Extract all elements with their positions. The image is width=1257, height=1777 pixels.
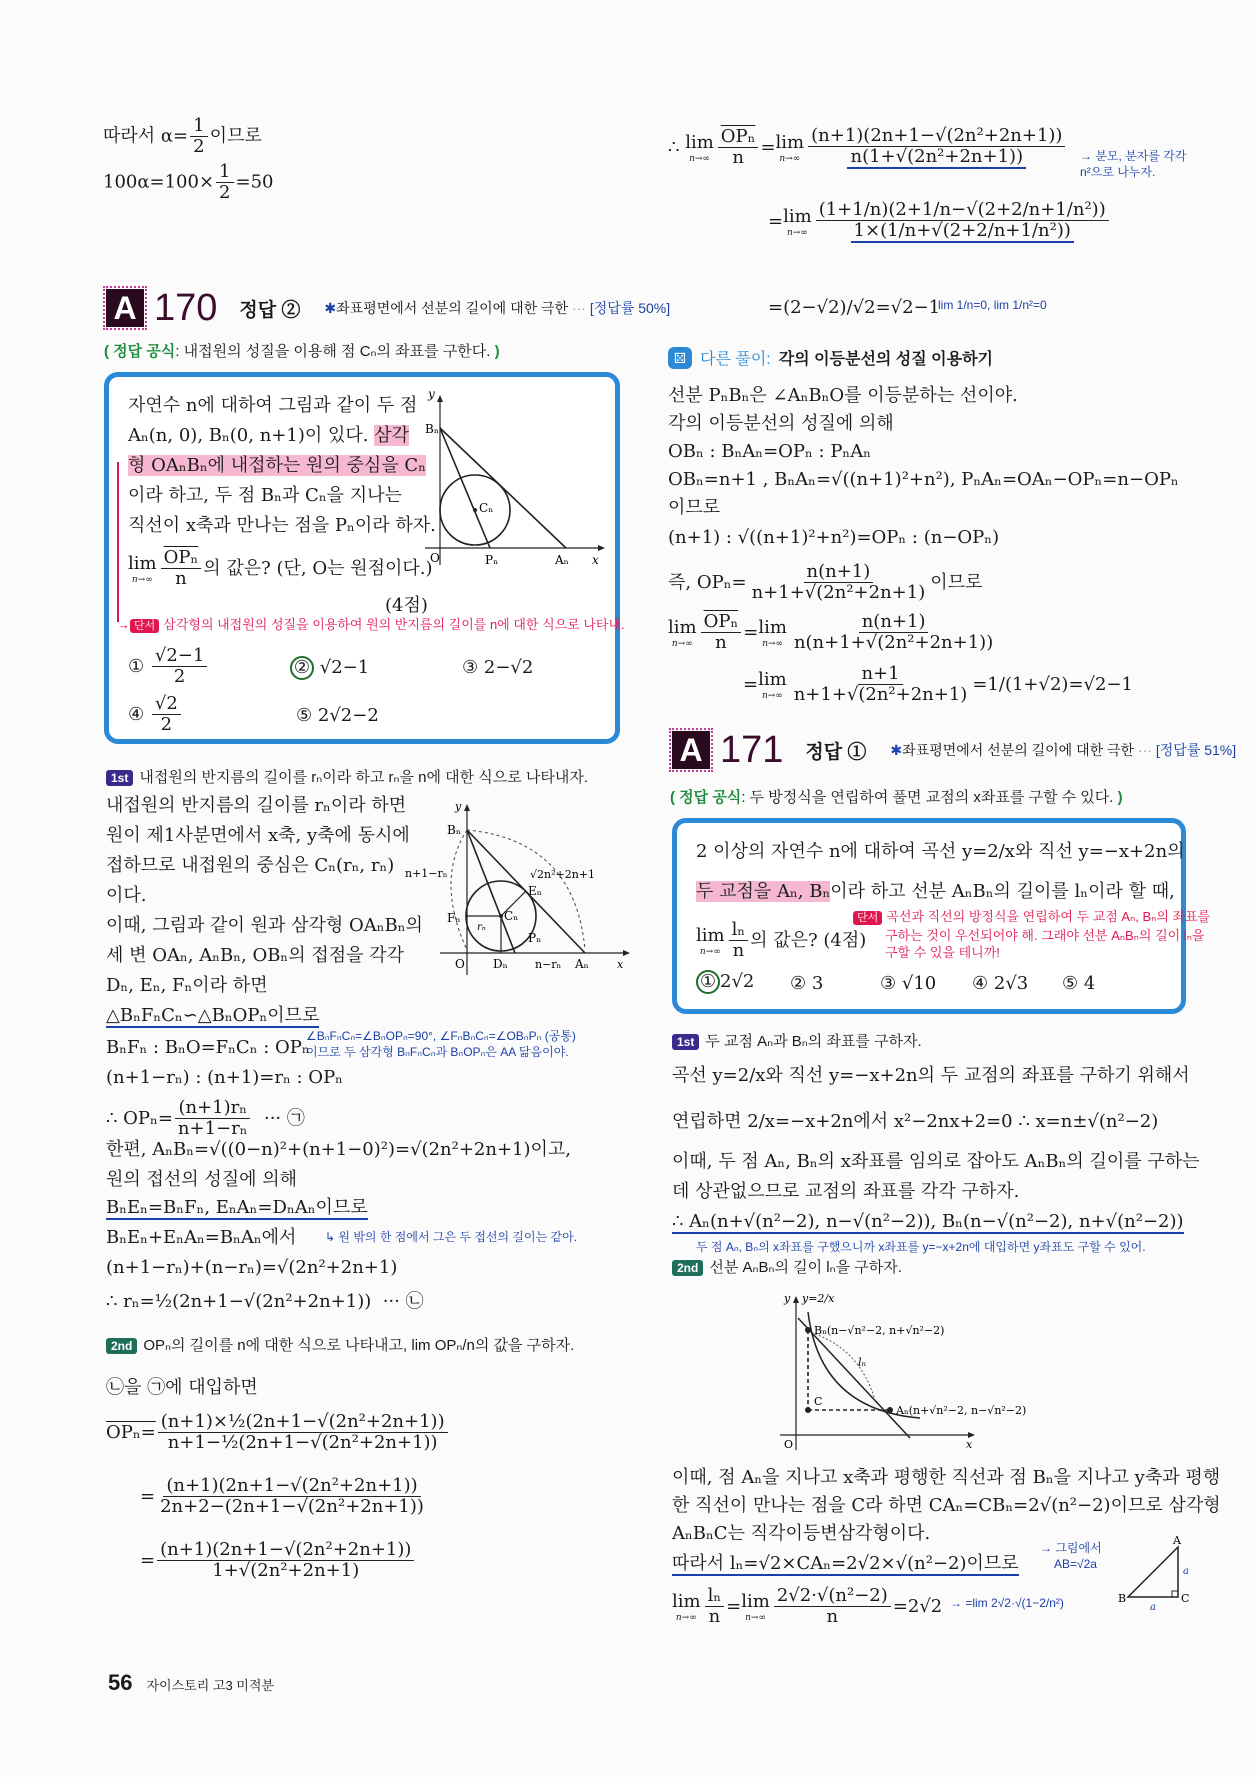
solution-line: (n+1−rₙ)+(n−rₙ)=√(2n²+2n+1): [106, 1257, 398, 1278]
note-text: AB=√2a: [1054, 1557, 1097, 1571]
solution-line: [672, 1210, 1184, 1234]
denominator: 1×(1/n+√(2+2/n+1/n²)): [851, 221, 1074, 243]
level-badge: A: [672, 731, 710, 769]
choice-4[interactable]: [972, 972, 1028, 996]
svg-text:Aₙ: Aₙ: [555, 553, 569, 567]
lim-eq-3: =(2−√2)/√2=√2−1: [768, 297, 941, 318]
step-title: 내접원의 반지름의 길이를 rₙ이라 하고 rₙ을 n에 대한 식으로 나타내자.: [139, 769, 589, 786]
solution-line: 원의 접선의 성질에 의해: [106, 1169, 298, 1190]
correct-rate: [정답률 50%]: [589, 300, 671, 316]
solution-line: BₙEₙ+EₙAₙ=BₙAₙ에서: [106, 1227, 297, 1248]
svg-text:n+1−rₙ: n+1−rₙ: [405, 867, 448, 880]
text: ∴ OPₙ=: [106, 1107, 173, 1129]
text: 100α=100×: [103, 171, 215, 193]
solution-line: 접하므로 내접원의 중심은 Cₙ(rₙ, rₙ): [106, 855, 395, 876]
hyperbola-line-figure: [780, 1290, 1100, 1450]
hint: [853, 908, 1210, 961]
denominator: n: [708, 1606, 721, 1627]
svg-text:a: a: [1183, 1566, 1189, 1577]
svg-text:x: x: [966, 1438, 973, 1450]
solution-line: 한 직선이 만나는 점을 C라 하면 CAₙ=CBₙ=2√(n²−2)이므로 삼각형: [672, 1495, 1221, 1516]
numerator: (n+1)rₙ: [175, 1098, 250, 1119]
svg-text:Aₙ: Aₙ: [575, 957, 589, 971]
svg-text:y: y: [455, 800, 462, 813]
topic: [890, 740, 1236, 760]
note-text: =lim 2√2·√(1−2/n²): [965, 1596, 1064, 1610]
solution-line: 이때, 점 Aₙ을 지나고 x축과 평행한 직선과 점 Bₙ을 지나고 y축과 평행: [672, 1467, 1221, 1488]
lim-note: lim 1/n=0, lim 1/n²=0: [938, 298, 1047, 312]
hint: [117, 614, 625, 633]
formula-text: : 두 방정식을 연립하여 풀면 교점의 x좌표를 구할 수 있다.: [741, 789, 1114, 806]
text: =1/(1+√2)=√2−1: [972, 673, 1133, 695]
svg-text:Bₙ: Bₙ: [447, 823, 462, 837]
svg-text:Cₙ: Cₙ: [479, 501, 494, 515]
fraction: [158, 1412, 448, 1453]
solution-line: Dₙ, Eₙ, Fₙ이라 하면: [106, 975, 268, 996]
answer-label: 정답 ②: [239, 299, 301, 321]
svg-text:Bₙ: Bₙ: [425, 422, 440, 436]
note: 두 점 Aₙ, Bₙ의 x좌표를 구했으니까 x좌표를 y=−x+2n에 대입하면 y좌표도 구할 수 있어.: [696, 1240, 1146, 1254]
solution-line: 세 변 OAₙ, AₙBₙ, OBₙ의 접점을 각각: [106, 945, 404, 966]
choice-1[interactable]: [696, 970, 754, 994]
fraction: [791, 664, 971, 705]
step-tag: 2nd: [672, 1260, 703, 1276]
formula-text: : 내접원의 성질을 이용해 점 Cₙ의 좌표를 구한다.: [175, 343, 491, 360]
note-text: 그림에서: [1055, 1541, 1102, 1555]
svg-text:Cₙ: Cₙ: [504, 909, 519, 923]
choice-text: 4: [1083, 973, 1096, 994]
denominator: n(1+√(2n²+2n+1)): [847, 147, 1026, 169]
solution-line: 원이 제1사분면에서 x축, y축에 동시에: [106, 825, 410, 846]
svg-text:Fₙ: Fₙ: [447, 911, 461, 925]
choice-4[interactable]: [128, 694, 183, 735]
paren-open: (: [104, 343, 109, 360]
final-lim-note: → =lim 2√2·√(1−2/n²): [950, 1596, 1064, 1610]
text: Aₙ(n, 0), Bₙ(0, n+1)이 있다.: [128, 425, 369, 446]
hint-text: 구하는 것이 우선되어야 해. 그래야 선분 AₙBₙ의 길이 lₙ을: [885, 928, 1205, 943]
choice-5[interactable]: [296, 704, 379, 728]
question-line: [696, 880, 1175, 904]
text: ∴ rₙ=½(2n+1−√(2n²+2n+1)): [106, 1291, 372, 1312]
solution-line: 한편, AₙBₙ=√((0−n)²+(n+1−0)²)=√(2n²+2n+1)이고,: [106, 1139, 572, 1160]
solution-line: OBₙ=n+1 , BₙAₙ=√((n+1)²+n²), PₙAₙ=OAₙ−OPₙ=n−OPₙ: [668, 469, 1179, 490]
problem-171-header: [672, 730, 1236, 770]
choice-mark: ③: [880, 973, 897, 994]
problem-number: 170: [154, 287, 218, 329]
prev-solution-line1: [103, 116, 262, 157]
svg-text:Eₙ: Eₙ: [528, 884, 542, 898]
choice-2[interactable]: [290, 656, 369, 680]
svg-text:√2n²+2n+1: √2n²+2n+1: [530, 868, 596, 881]
ln-eq: [672, 1552, 1019, 1576]
correct-rate: [정답률 51%]: [1155, 742, 1237, 758]
problem-170-header: [106, 288, 670, 328]
ln-note: → 그림에서 AB=√2a: [1040, 1541, 1102, 1571]
text: ∴ Aₙ(n+√(n²−2), n−√(n²−2)), Bₙ(n−√(n²−2), n+√(n²−2)): [672, 1211, 1184, 1232]
choice-text: 2−√2: [483, 657, 534, 678]
alt-solution-heading: [668, 346, 993, 369]
fraction: [749, 562, 929, 603]
text: 의 값은? (4점): [750, 929, 867, 951]
fraction: [190, 116, 207, 157]
fraction: $\frac{√2}{2}$: [152, 694, 181, 735]
dice-icon: ⚄: [668, 347, 692, 369]
fraction: [161, 548, 202, 589]
step-title: OPₙ의 길이를 n에 대한 식으로 나타내고, lim OPₙ/n의 값을 구하자.: [143, 1337, 575, 1354]
limit: lim n→∞: [128, 553, 157, 585]
right-isosceles-triangle-figure: [1118, 1532, 1198, 1612]
question-line: [128, 548, 433, 589]
highlight: 형 OAₙBₙ에 내접하는 원의 중심을 Cₙ: [128, 455, 426, 476]
svg-text:Dₙ: Dₙ: [493, 957, 508, 971]
final-lim-eq: lim n→∞ $\frac{\text{lₙ}}{n}$ = lim n→∞ $\frac{\text{2√2·√(n²−2)}}{n}$ =2√2: [672, 1585, 943, 1627]
fraction: $\frac{\overline{OP_n}}{n}$: [701, 612, 742, 653]
limit: lim n→∞: [783, 206, 812, 238]
topic-text: 좌표평면에서 선분의 길이에 대한 극한: [336, 300, 569, 316]
step-title: 두 교점 Aₙ과 Bₙ의 좌표를 구하자.: [705, 1033, 922, 1050]
highlight: 삼각: [374, 425, 409, 446]
choice-text: √2−1: [319, 657, 370, 678]
paren-close: ): [1117, 789, 1123, 806]
choice-3[interactable]: [462, 656, 533, 680]
choice-text: 3: [811, 973, 824, 994]
choice-mark: ④: [128, 703, 145, 725]
denominator: n+1+√(2n²+2n+1): [793, 684, 968, 705]
numerator: $\overline{OP_n}$: [161, 548, 202, 569]
choice-mark: ⑤: [1062, 973, 1079, 994]
limit: lim n→∞: [668, 617, 697, 649]
fraction: $\frac{\overline{OP_n}}{n}$: [718, 127, 759, 168]
note-text: 원 밖의 한 점에서 그은 두 접선의 길이는 같아.: [338, 1230, 578, 1244]
choice-text: 2√3: [993, 973, 1029, 994]
topic: [324, 298, 670, 318]
text: 따라서 α=: [103, 125, 189, 147]
svg-text:O: O: [430, 551, 440, 565]
formula-label: 정답 공식: [113, 343, 176, 360]
svg-text:O: O: [784, 1438, 794, 1450]
step-title: 선분 AₙBₙ의 길이 lₙ을 구하자.: [709, 1259, 902, 1276]
solution-line: 연립하면 2/x=−x+2n에서 x²−2nx+2=0 ∴ x=n±√(n²−2): [672, 1111, 1159, 1132]
fraction: $\frac{√2-1}{2}$: [152, 646, 207, 687]
tangent-eq: [106, 1196, 368, 1220]
fraction: [157, 1476, 427, 1517]
numerator: lₙ: [705, 1586, 725, 1607]
note-text: 분모, 분자를 각각 n²으로 나누자.: [1080, 149, 1187, 179]
lim-eq-2: = lim n→∞ $\frac{\text{(1+1/n)(2+1/n−√(2+2/n+1/n²))}}{\text{1×(1/n+√(2+2/n+1/n²))}}$: [768, 200, 1111, 243]
numerator: n+1: [858, 664, 902, 685]
hint-tag: 단서: [130, 619, 159, 633]
numerator: n(n+1): [859, 612, 929, 633]
text: 이므로: [209, 125, 262, 147]
denominator: n+1−rₙ: [177, 1118, 248, 1139]
tangent-note: ↳ 원 밖의 한 점에서 그은 두 접선의 길이는 같아.: [325, 1230, 578, 1244]
eq-tag: ··· ㉡: [382, 1291, 424, 1312]
solution-line: BₙFₙ : BₙO=FₙCₙ : OPₙ: [106, 1037, 310, 1058]
note: ∠BₙFₙCₙ=∠BₙOPₙ=90°, ∠FₙBₙCₙ=∠OBₙPₙ (공통): [306, 1029, 576, 1043]
hint-text: 삼각형의 내접원의 성질을 이용하여 원의 반지름의 길이를 n에 대한 식으로 나타내.: [163, 617, 625, 632]
lim-eq-1: ∴ lim n→∞ $\frac{\overline{OP_n}}{n}$ = lim n→∞ $\frac{\text{(n+1)(2n+1−√(2n²+2n+1))}}{\text{n(1+√(2n²+2n+1))}}$: [668, 126, 1067, 169]
solution-line: 내접원의 반지름의 길이를 rₙ이라 하면: [106, 795, 407, 816]
question-line: [696, 920, 866, 961]
svg-text:x: x: [592, 553, 599, 567]
selected-answer-circle: ①: [696, 970, 720, 994]
svg-text:Pₙ: Pₙ: [485, 553, 499, 567]
solution-line: (n+1−rₙ) : (n+1)=rₙ : OPₙ: [106, 1067, 343, 1088]
note: 이므로 두 삼각형 BₙFₙCₙ과 BₙOPₙ은 AA 닮음이야.: [306, 1045, 569, 1059]
svg-text:B: B: [1118, 1592, 1127, 1605]
question-line: 자연수 n에 대하여 그림과 같이 두 점: [128, 395, 418, 416]
text: =50: [235, 171, 274, 193]
lim-note-divide: → 분모, 분자를 각각 n²으로 나누자.: [1080, 149, 1187, 179]
denominator: 2: [219, 182, 231, 203]
fraction: [729, 920, 749, 961]
selected-answer-circle: ②: [290, 656, 314, 680]
fraction: [808, 126, 1065, 169]
limit: lim n→∞: [696, 925, 725, 957]
formula-label: 정답 공식: [679, 789, 742, 806]
solution-line: 데 상관없으므로 교점의 좌표를 각각 구하자.: [672, 1181, 1020, 1202]
paren-close: ): [494, 343, 500, 360]
solution-line: 이때, 그림과 같이 원과 삼각형 OAₙBₙ의: [106, 915, 423, 936]
solution-line: ㉡을 ㉠에 대입하면: [106, 1377, 258, 1398]
choice-mark: ①: [128, 655, 145, 677]
choice-mark: ②: [790, 973, 807, 994]
solution-line: 각의 이등분선의 성질에 의해: [668, 413, 894, 434]
fraction: [157, 1540, 414, 1581]
solution-line: AₙBₙC는 직각이등변삼각형이다.: [672, 1523, 931, 1544]
alt-lim-eq-2: = lim n→∞ $\frac{n+1}{\text{n+1+√(2n²+2n+1)}}$ =1/(1+√2)=√2−1: [743, 663, 1133, 705]
fraction: [774, 1586, 891, 1627]
numerator: 2√2·√(n²−2): [774, 1586, 891, 1607]
dots: ···: [1137, 742, 1152, 758]
svg-text:Pₙ: Pₙ: [528, 931, 542, 945]
numerator: (n+1)(2n+1−√(2n²+2n+1)): [163, 1476, 420, 1497]
numerator: (n+1)(2n+1−√(2n²+2n+1)): [808, 126, 1065, 147]
denominator: n+1+√(2n²+2n+1): [751, 582, 926, 603]
svg-text:C: C: [1181, 1592, 1190, 1605]
problem-number: 171: [720, 729, 784, 771]
dots: ···: [571, 300, 586, 316]
triangle-incircle-figure: [420, 390, 610, 580]
alt-lim-eq: lim n→∞ $\frac{\overline{OP_n}}{n}$ = lim n→∞ $\frac{n(n+1)}{\text{n(n+1+√(2n²+2n+1))}}$: [668, 612, 998, 653]
numerator: lₙ: [729, 920, 749, 941]
svg-text:x: x: [617, 958, 624, 971]
svg-text:C: C: [814, 1395, 823, 1408]
solution-line: 이다.: [106, 885, 147, 906]
svg-text:Aₙ(n+√n²−2, n−√n²−2): Aₙ(n+√n²−2, n−√n²−2): [896, 1404, 1027, 1417]
similar-line: [106, 1004, 319, 1028]
limit: lim n→∞: [741, 1591, 770, 1623]
eq-tag: ··· ㉠: [263, 1107, 305, 1129]
hint-text: 구할 수 있을 테니까!: [885, 945, 1000, 960]
question-line: [128, 454, 426, 478]
choice-3[interactable]: [880, 972, 936, 996]
text: 이므로: [930, 571, 983, 593]
choice-2[interactable]: [790, 972, 823, 996]
step-tag: 2nd: [106, 1338, 137, 1354]
alt-label: 다른 풀이:: [700, 351, 771, 368]
denominator: n: [826, 1606, 839, 1627]
svg-text:Bₙ(n−√n²−2, n+√n²−2): Bₙ(n−√n²−2, n+√n²−2): [814, 1324, 945, 1337]
points: (4점): [385, 595, 428, 616]
denominator: n(n+1+√(2n²+2n+1)): [793, 632, 994, 653]
fraction: [705, 1586, 725, 1627]
step-tag: 1st: [672, 1034, 699, 1050]
choice-1[interactable]: [128, 646, 209, 687]
denominator: 2: [193, 136, 205, 157]
solution-line: 곡선 y=2/x와 직선 y=−x+2n의 두 교점의 좌표를 구하기 위해서: [672, 1065, 1190, 1086]
question-line: [128, 424, 409, 448]
step2-heading: [672, 1256, 902, 1277]
text: 즉, OPₙ=: [668, 571, 747, 593]
prev-solution-line2: [103, 162, 274, 203]
solution-line: 선분 PₙBₙ은 ∠AₙBₙO를 이등분하는 선이야.: [668, 385, 1018, 406]
text: 이라 하고 선분 AₙBₙ의 길이를 lₙ이라 할 때,: [830, 881, 1175, 902]
star-icon: ✱: [324, 300, 337, 316]
topic-text: 좌표평면에서 선분의 길이에 대한 극한: [902, 742, 1135, 758]
limit: lim n→∞: [758, 669, 787, 701]
eq1: [106, 1098, 305, 1139]
limit: lim n→∞: [758, 617, 787, 649]
highlight: 두 교점을 Aₙ, Bₙ: [696, 881, 831, 902]
fraction: [791, 612, 996, 653]
denominator: n: [732, 940, 745, 961]
text: BₙEₙ=BₙFₙ, EₙAₙ=DₙAₙ이므로: [106, 1197, 368, 1218]
page-number: 56: [108, 1670, 133, 1695]
numerator: 1: [190, 116, 207, 137]
limit: lim n→∞: [672, 1591, 701, 1623]
svg-text:rₙ: rₙ: [477, 922, 486, 933]
solution-line: (n+1) : √((n+1)²+n²)=OPₙ : (n−OPₙ): [668, 527, 1000, 548]
solution-line: 이므로: [668, 497, 721, 518]
step2-heading: [106, 1334, 574, 1355]
level-badge: A: [106, 289, 144, 327]
svg-text:a: a: [1150, 1602, 1156, 1612]
choice-text: 2√2−2: [317, 705, 379, 726]
svg-text:O: O: [455, 957, 465, 971]
numerator: (n+1)(2n+1−√(2n²+2n+1)): [157, 1540, 414, 1561]
book-title: 자이스토리 고3 미적분: [146, 1678, 274, 1693]
page-footer: [108, 1670, 274, 1696]
op-eq-2: = $\frac{\text{(n+1)(2n+1−√(2n²+2n+1))}}{\text{2n+2−(2n+1−√(2n²+2n+1))}}$: [140, 1476, 429, 1517]
step1-heading: [672, 1030, 922, 1051]
question-line: 이라 하고, 두 점 Bₙ과 Cₙ을 지나는: [128, 485, 402, 506]
text: 따라서 lₙ=√2×CAₙ=2√2×√(n²−2)이므로: [672, 1553, 1019, 1574]
question-line: 2 이상의 자연수 n에 대하여 곡선 y=2/x와 직선 y=−x+2n의: [696, 841, 1185, 862]
op-eq-1: [106, 1412, 450, 1453]
hint-tag: 단서: [853, 911, 882, 925]
fraction: [816, 200, 1109, 243]
hint-text: 곡선과 직선의 방정식을 연립하여 두 교점 Aₙ, Bₙ의 좌표를: [886, 909, 1211, 924]
numerator: (n+1)×½(2n+1−√(2n²+2n+1)): [158, 1412, 448, 1433]
incircle-tangent-figure: [405, 800, 635, 980]
hint-connector: [117, 462, 119, 622]
fraction: [216, 162, 233, 203]
arrow-right-icon: →: [117, 617, 130, 632]
formula-hint: [670, 786, 1123, 807]
question-line: 직선이 x축과 만나는 점을 Pₙ이라 하자.: [128, 515, 436, 536]
result: =2√2: [892, 1595, 943, 1617]
choice-text: 2√2: [720, 971, 755, 992]
choice-5[interactable]: [1062, 972, 1095, 996]
step1-heading: [106, 766, 588, 787]
numerator: 1: [216, 162, 233, 183]
limit: lim n→∞: [685, 132, 714, 164]
answer-label: 정답 ①: [805, 741, 867, 763]
denominator: 2n+2−(2n+1−√(2n²+2n+1)): [160, 1496, 424, 1517]
svg-text:n−rₙ: n−rₙ: [535, 958, 562, 971]
step-tag: 1st: [106, 770, 133, 786]
text: △BₙFₙCₙ∽△BₙOPₙ이므로: [106, 1005, 320, 1026]
svg-text:lₙ: lₙ: [858, 1356, 866, 1369]
solution-line: 이때, 두 점 Aₙ, Bₙ의 x좌표를 임의로 잡아도 AₙBₙ의 길이를 구하는: [672, 1151, 1200, 1172]
numerator: (1+1/n)(2+1/n−√(2+2/n+1/n²)): [816, 200, 1109, 221]
svg-text:y: y: [428, 390, 435, 401]
star-icon: ✱: [890, 742, 903, 758]
alt-title: 각의 이등분선의 성질 이용하기: [778, 351, 993, 368]
numerator: n(n+1): [804, 562, 874, 583]
formula-hint: [104, 340, 500, 361]
text: OPₙ=: [106, 1421, 156, 1443]
denominator: n+1−½(2n+1−√(2n²+2n+1)): [167, 1432, 438, 1453]
r-eq: [106, 1290, 424, 1314]
denominator: n: [175, 568, 187, 589]
op-eq-3: = $\frac{\text{(n+1)(2n+1−√(2n²+2n+1))}}{\text{1+√(2n²+2n+1)}}$: [140, 1540, 416, 1581]
svg-text:y=2/x: y=2/x: [802, 1292, 835, 1305]
limit: lim n→∞: [775, 132, 805, 164]
paren-open: (: [670, 789, 675, 806]
choice-mark: ⑤: [296, 705, 313, 726]
alt-op-eq: [668, 562, 982, 603]
fraction: [175, 1098, 251, 1139]
solution-line: OBₙ : BₙAₙ=OPₙ : PₙAₙ: [668, 441, 872, 462]
choice-text: √10: [901, 973, 937, 994]
svg-text:y: y: [784, 1292, 791, 1305]
choice-mark: ③: [462, 657, 479, 678]
text: 의 값은? (단, O는 원점이다.): [203, 557, 433, 579]
denominator: 1+√(2n²+2n+1): [212, 1560, 360, 1581]
svg-text:A: A: [1173, 1534, 1181, 1547]
choice-mark: ④: [972, 973, 989, 994]
